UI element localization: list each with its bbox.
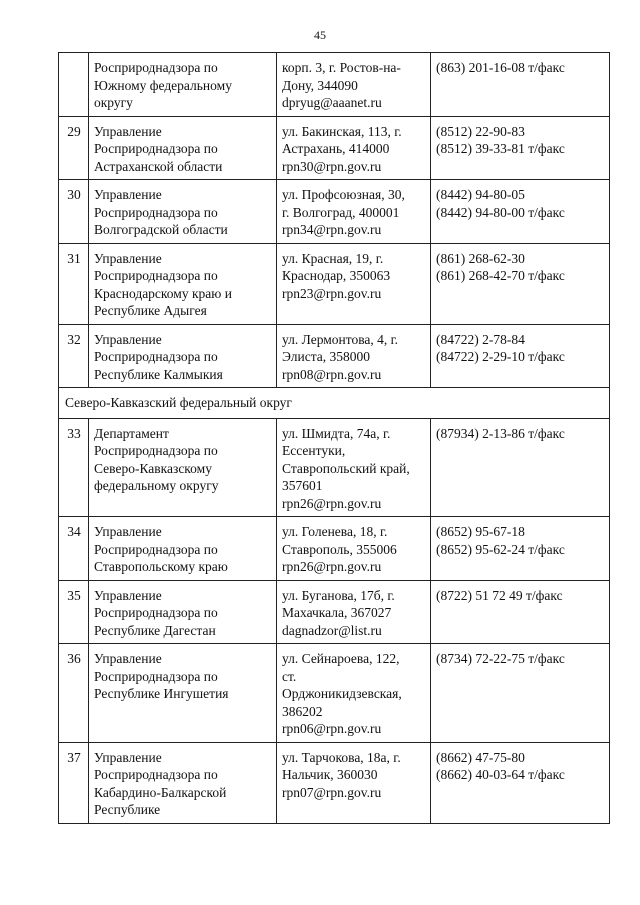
address-cell [277,644,431,743]
address-cell [277,742,431,823]
org-name-line: Республике Ингушетия [94,686,229,701]
section-row [59,388,610,419]
org-name-line: Департамент [94,425,169,441]
row-number: 36 [59,644,89,743]
row-number: 34 [59,517,89,581]
org-name-line: Управление [94,524,162,539]
org-name-line: Росприроднадзора по [94,767,218,782]
org-name-line: Управление [94,587,162,603]
phone-cell [431,243,610,324]
address-line: ул. Лермонтова, 4, г. [282,331,399,347]
org-name-cell [89,180,277,244]
org-name-line: Росприроднадзора по [94,268,218,283]
phone-cell [431,116,610,180]
phone-line: (8442) 94-80-00 т/факс [436,204,565,220]
address-line: корп. 3, г. Ростов-на- [282,60,401,75]
org-name-line: Росприроднадзора по [94,443,218,458]
org-name-cell [89,116,277,180]
address-line: rpn34@rpn.gov.ru [282,222,382,237]
phone-line: (8512) 22-90-83 [436,123,525,139]
org-name-line: Росприроднадзора по [94,204,218,220]
org-name-line: Краснодарскому краю и [94,285,232,301]
address-line: ул. Красная, 19, г. [282,250,384,266]
row-number: 37 [59,742,89,823]
address-cell [277,243,431,324]
table-row [59,180,610,244]
org-name-cell [89,53,277,117]
phone-cell [431,180,610,244]
org-name-cell [89,243,277,324]
phone-line: (84722) 2-29-10 т/факс [436,349,565,364]
address-line: Ставропольский край, [282,460,410,476]
phone-cell [431,517,610,581]
phone-cell [431,418,610,517]
phone-line: (8722) 51 72 49 т/факс [436,587,563,603]
org-name-cell [89,644,277,743]
phone-line: (8512) 39-33-81 т/факс [436,141,565,156]
org-name-line: Управление [94,250,162,266]
phone-line: (84722) 2-78-84 [436,331,525,347]
org-name-line: Республике [94,802,161,817]
row-number: 32 [59,324,89,388]
address-line: ст. [282,668,297,684]
org-name-line: Кабардино-Балкарской [94,784,227,800]
org-name-line: Росприроднадзора по [94,668,218,684]
address-line: Элиста, 358000 [282,349,370,364]
address-line: ул. Тарчокова, 18а, г. [282,749,401,765]
phone-line: (863) 201-16-08 т/факс [436,60,565,75]
row-number: 30 [59,180,89,244]
org-name-cell [89,517,277,581]
org-name-line: Росприроднадзора по [94,541,218,557]
org-name-line: Республике Адыгея [94,303,207,318]
org-name-line: Управление [94,187,162,202]
address-line: rpn07@rpn.gov.ru [282,784,382,800]
table-section [59,388,610,419]
org-name-line: Росприроднадзора по [94,349,218,364]
org-name-line: Росприроднадзора по [94,60,218,75]
address-cell [277,517,431,581]
address-line: г. Волгоград, 400001 [282,204,400,220]
address-line: Махачкала, 367027 [282,605,392,620]
phone-cell [431,580,610,644]
address-line: dagnadzor@list.ru [282,622,382,638]
org-name-line: Управление [94,123,162,139]
org-name-line: Республике Дагестан [94,622,216,638]
address-line: ул. Бакинская, 113, г. [282,123,402,139]
phone-line: (861) 268-42-70 т/факс [436,268,565,283]
table-row [59,243,610,324]
org-name-line: Управление [94,749,162,765]
org-name-line: Росприроднадзора по [94,605,218,620]
address-line: rpn30@rpn.gov.ru [282,158,382,174]
row-number: 33 [59,418,89,517]
org-name-line: Управление [94,651,162,666]
row-number: 31 [59,243,89,324]
address-line: rpn26@rpn.gov.ru [282,559,382,574]
phone-cell [431,324,610,388]
phone-line: (8662) 40-03-64 т/факс [436,767,565,782]
address-line: dpryug@aaanet.ru [282,95,382,110]
address-line: Ессентуки, [282,443,346,458]
org-name-line: Северо-Кавказскому [94,460,212,476]
phone-line: (8652) 95-67-18 [436,524,525,539]
phone-line: (8662) 47-75-80 [436,749,525,765]
org-name-cell [89,418,277,517]
address-line: rpn08@rpn.gov.ru [282,366,382,382]
address-cell [277,418,431,517]
row-number: 29 [59,116,89,180]
address-line: Ставрополь, 355006 [282,541,397,557]
org-name-line: федеральному округу [94,478,219,493]
org-name-cell [89,324,277,388]
address-line: 386202 [282,703,323,719]
phone-cell [431,53,610,117]
phone-line: (861) 268-62-30 [436,250,525,266]
org-name-line: Астраханской области [94,158,223,174]
org-name-line: округу [94,95,133,110]
phone-line: (87934) 2-13-86 т/факс [436,425,565,441]
address-line: ул. Профсоюзная, 30, [282,187,405,202]
table-body-south [59,53,610,388]
table-body-north-caucasus [59,418,610,823]
phone-line: (8734) 72-22-75 т/факс [436,651,565,666]
address-line: ул. Буганова, 17б, г. [282,587,395,603]
address-cell [277,580,431,644]
address-cell [277,116,431,180]
org-name-line: Управление [94,331,162,347]
address-line: ул. Шмидта, 74а, г. [282,425,391,441]
row-number [59,53,89,117]
org-name-line: Республике Калмыкия [94,366,223,382]
org-name-line: Росприроднадзора по [94,141,218,156]
row-number: 35 [59,580,89,644]
org-name-cell [89,580,277,644]
address-line: ул. Сейнароева, 122, [282,651,400,666]
address-line: rpn26@rpn.gov.ru [282,495,382,511]
address-line: Орджоникидзевская, [282,686,402,701]
phone-line: (8442) 94-80-05 [436,187,525,202]
org-name-line: Ставропольскому краю [94,559,228,574]
address-line: rpn06@rpn.gov.ru [282,721,382,736]
table-row [59,53,610,117]
address-line: Астрахань, 414000 [282,141,390,156]
org-name-cell [89,742,277,823]
contacts-table [58,52,610,824]
org-name-line: Южному федеральному [94,77,232,93]
address-line: rpn23@rpn.gov.ru [282,285,382,301]
phone-line: (8652) 95-62-24 т/факс [436,541,565,557]
table-row [59,742,610,823]
address-cell [277,53,431,117]
section-title: Северо-Кавказский федеральный округ [59,388,610,419]
table-row [59,644,610,743]
address-line: Нальчик, 360030 [282,767,378,782]
table-row [59,324,610,388]
address-line: Краснодар, 350063 [282,268,391,283]
page-number: 45 [314,28,326,42]
table-row [59,116,610,180]
phone-cell [431,644,610,743]
address-line: 357601 [282,478,323,493]
address-cell [277,180,431,244]
table-row [59,418,610,517]
table-row [59,517,610,581]
org-name-line: Волгоградской области [94,222,228,237]
table-row [59,580,610,644]
address-line: ул. Голенева, 18, г. [282,524,388,539]
address-cell [277,324,431,388]
phone-cell [431,742,610,823]
address-line: Дону, 344090 [282,77,358,93]
